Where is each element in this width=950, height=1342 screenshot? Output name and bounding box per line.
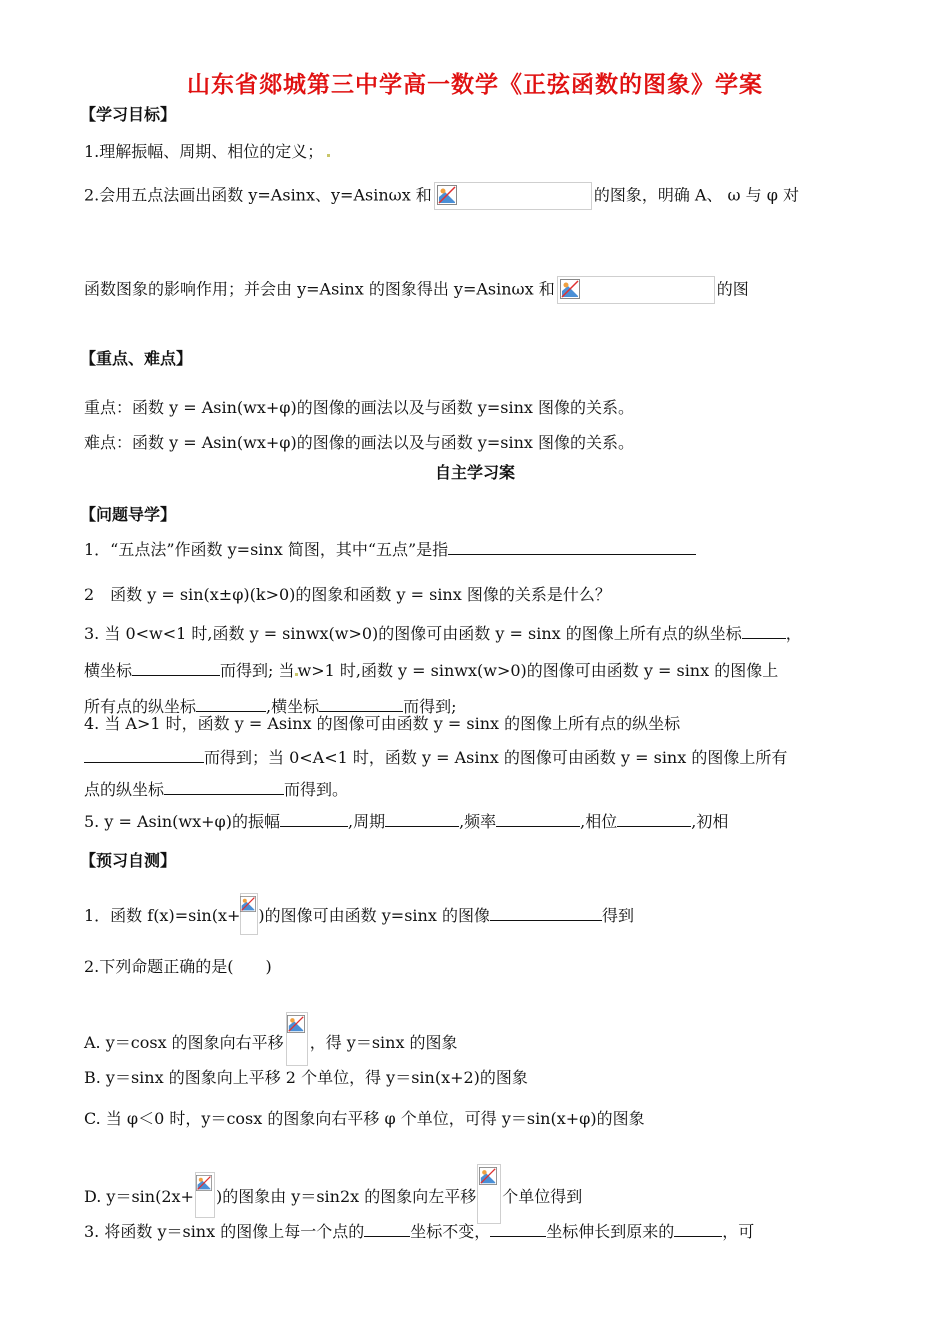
guide-q5-text-e: ,初相 <box>691 812 729 831</box>
keypoint-line: 重点：函数 y = Asin(wx+φ)的图像的画法以及与函数 y=sinx 图像的关系。 <box>84 398 634 417</box>
option-d-text-b: )的图象由 y＝sin2x 的图象向左平移 <box>215 1187 477 1206</box>
pretest-option-b: B. y＝sinx 的图象向上平移 2 个单位，得 y＝sin(x+2)的图象 <box>84 1068 528 1087</box>
guide-q3-text-b1: 横坐标 <box>84 661 133 680</box>
goal-3-text-a: 函数图象的影响作用；并会由 y=Asinx 的图象得出 y=Asinωx 和 <box>84 279 555 299</box>
answer-blank <box>385 810 459 827</box>
pretest-q1-text-a: 1．函数 f(x)=sin(x+ <box>84 906 241 925</box>
answer-blank <box>617 810 691 827</box>
broken-image-icon <box>437 185 457 205</box>
self-study-heading: 自主学习案 <box>434 463 515 482</box>
option-d-text-a: D. y＝sin(2x+ <box>84 1187 194 1206</box>
broken-image-icon <box>287 1015 305 1033</box>
guide-q1 <box>84 538 696 560</box>
answer-blank <box>490 904 602 921</box>
option-d-text-c: 个单位得到 <box>502 1187 583 1206</box>
guide-q3-text-a: 3. 当 0<w<1 时,函数 y = sinwx(w>0)的图像可由函数 y = sinx 的图像上所有点的纵坐标 <box>84 624 742 643</box>
pretest-option-c: C. 当 φ＜0 时，y＝cosx 的图象向右平移 φ 个单位，可得 y＝sin(x+φ)的图象 <box>84 1109 645 1128</box>
formula-image-placeholder <box>240 893 258 935</box>
broken-image-icon <box>479 1167 497 1185</box>
difficulty-line: 难点：函数 y = Asin(wx+φ)的图像的画法以及与函数 y=sinx 图像的关系。 <box>84 433 634 452</box>
formula-image-placeholder <box>286 1012 308 1066</box>
pretest-q1 <box>84 893 634 935</box>
pretest-q2: 2.下列命题正确的是( ) <box>84 957 272 976</box>
broken-image-icon <box>560 279 580 299</box>
answer-blank <box>164 778 284 795</box>
guide-q3-line1: 3. 当 0<w<1 时,函数 y = sinwx(w>0)的图像可由函数 y = sinx 的图像上所有点的纵坐标 ， <box>84 624 802 643</box>
goal-1 <box>84 142 330 162</box>
guide-q4-text-c1: 点的纵坐标 <box>84 780 165 799</box>
pretest-q3-text-b: 坐标不变， <box>410 1222 491 1241</box>
answer-blank <box>742 622 786 639</box>
pretest-q1-text-c: 得到 <box>601 906 634 925</box>
goal-2 <box>84 182 799 210</box>
broken-image-icon <box>240 896 256 912</box>
section-heading-keypoints: 【重点、难点】 <box>80 349 193 368</box>
guide-q3-text-c1: 所有点的纵坐标 <box>84 697 197 716</box>
option-a-text-a: A. y＝cosx 的图象向右平移 <box>84 1033 284 1052</box>
guide-q4-text-b: 而得到；当 0<A<1 时，函数 y = Asinx 的图像可由函数 y = sinx 的图像上所有 <box>204 748 788 767</box>
guide-q3-text-c2: ,横坐标 <box>266 697 320 716</box>
answer-blank <box>132 659 220 676</box>
guide-q5-text-a: 5. y = Asin(wx+φ)的振幅 <box>84 812 280 831</box>
formula-image-placeholder <box>477 1164 501 1224</box>
guide-q4-line1: 4. 当 A>1 时，函数 y = Asinx 的图像可由函数 y = sinx 的图像上所有点的纵坐标 <box>84 714 681 733</box>
guide-q3-text-c3: 而得到; <box>403 697 457 716</box>
guide-q3-text-b2: 而得到; 当 <box>220 661 295 680</box>
answer-blank <box>448 538 696 555</box>
stray-dot <box>327 154 330 157</box>
guide-q5-text-d: ,相位 <box>580 812 618 831</box>
goal-2-text-a: 2.会用五点法画出函数 y=Asinx、y=Asinωx 和 <box>84 185 432 205</box>
document-title: 山东省郯城第三中学高一数学《正弦函数的图象》学案 <box>187 72 763 98</box>
formula-image-placeholder <box>195 1172 215 1218</box>
pretest-q3-text-d: ，可 <box>722 1222 755 1241</box>
pretest-q1-text-b: )的图像可由函数 y=sinx 的图像 <box>258 906 490 925</box>
answer-blank <box>496 810 580 827</box>
guide-q4-line2 <box>84 746 787 768</box>
answer-blank <box>674 1220 722 1237</box>
goal-3 <box>84 276 749 304</box>
answer-blank <box>319 695 403 712</box>
answer-blank <box>364 1220 410 1237</box>
guide-q3-text-b3: w>1 时,函数 y = sinwx(w>0)的图像可由函数 y = sinx 的图像上 <box>297 661 779 680</box>
guide-q4-line3 <box>84 778 348 800</box>
pretest-option-d <box>84 1164 582 1224</box>
option-a-text-b: ，得 y＝sinx 的图象 <box>309 1033 458 1052</box>
answer-blank <box>280 810 348 827</box>
answer-blank <box>490 1220 546 1237</box>
guide-q2: 2 函数 y = sin(x±φ)(k>0)的图象和函数 y = sinx 图像的关系是什么？ <box>84 585 611 604</box>
formula-image-placeholder <box>557 276 715 304</box>
answer-blank <box>84 746 204 763</box>
section-heading-goals: 【学习目标】 <box>80 105 177 124</box>
guide-q3-line2 <box>84 659 778 681</box>
guide-q5 <box>84 810 728 832</box>
guide-q4-text-c2: 而得到。 <box>284 780 349 799</box>
formula-image-placeholder <box>434 182 592 210</box>
answer-blank <box>196 695 266 712</box>
goal-1-text: 1.理解振幅、周期、相位的定义； <box>84 142 324 161</box>
broken-image-icon <box>196 1175 212 1191</box>
section-heading-pretest: 【预习自测】 <box>80 851 177 870</box>
guide-q5-text-b: ,周期 <box>347 812 386 831</box>
goal-2-text-b: 的图象，明确 A、 ω 与 φ 对 <box>593 185 800 205</box>
pretest-q3-text-a: 3. 将函数 y＝sinx 的图像上每一个点的 <box>84 1222 365 1241</box>
goal-3-text-b: 的图 <box>716 279 749 299</box>
pretest-option-a <box>84 1012 458 1066</box>
guide-q5-text-c: ,频率 <box>459 812 497 831</box>
pretest-q3 <box>84 1220 754 1242</box>
section-heading-guide: 【问题导学】 <box>80 505 177 524</box>
pretest-q3-text-c: 坐标伸长到原来的 <box>546 1222 675 1241</box>
guide-q1-text: 1．“五点法”作函数 y=sinx 简图，其中“五点”是指 <box>84 540 449 559</box>
